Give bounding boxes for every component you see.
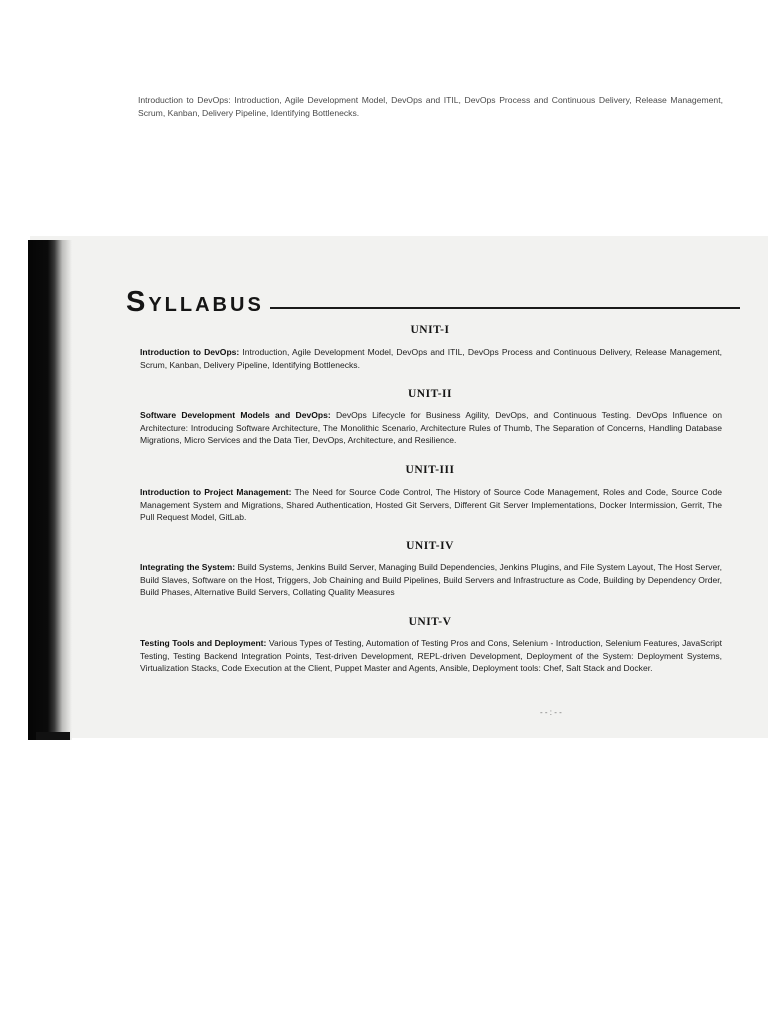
bleed-through-text: Introduction to DevOps: Introduction, Agile Development Model, DevOps and ITIL, DevOps Process and Continuous Delivery, Release Management, Scrum, Kanban, Delivery Pipeline, Identifying Bottlenecks. <box>138 95 723 118</box>
unit-4-body <box>140 561 722 599</box>
page-mark: - - : - - <box>540 708 562 717</box>
unit-3-heading: UNIT-III <box>405 464 455 476</box>
unit-4-heading: UNIT-IV <box>406 540 454 552</box>
unit-2-heading: UNIT-II <box>408 388 452 400</box>
unit-4-text: Build Systems, Jenkins Build Server, Managing Build Dependencies, Jenkins Plugins, and File System Layout, The Host Server, Build Slaves, Software on the Host, Triggers, Job Chaining and Build Pipelines, Build Servers and Infrastructure as Code, Building by Dependency Order, Build Phases, Alternative Build Servers, Collating Quality Measures <box>140 562 723 598</box>
unit-4-lead: Integrating the System: <box>140 562 236 572</box>
unit-3-lead: Introduction to Project Management: <box>140 487 292 497</box>
unit-1-heading: UNIT-I <box>410 324 450 336</box>
book-spine-shadow <box>28 240 72 740</box>
unit-3-text: The Need for Source Code Control, The History of Source Code Management, Roles and Code, Source Code Management System and Migrations, Shared Authentication, Hosted Git Servers, Different Git Server Implementations, Docker Intermission, Gerrit, The Pull Request Model, GitLab. <box>140 487 722 523</box>
unit-5-heading: UNIT-V <box>408 616 452 628</box>
unit-2-text: DevOps Lifecycle for Business Agility, DevOps, and Continuous Testing. DevOps Influence on Architecture: Introducing Software Architecture, The Monolithic Scenario, Architecture Rules of Thumb, The Separation of Concerns, Handling Database Migrations, Micro Services and the Data Tier, DevOps, Architecture, and Resilience. <box>140 410 722 446</box>
unit-1-body <box>140 346 722 371</box>
unit-5-lead: Testing Tools and Deployment: <box>140 638 267 648</box>
unit-1-text: Introduction, Agile Development Model, DevOps and ITIL, DevOps Process and Continuous Delivery, Release Management, Scrum, Kanban, Delivery Pipeline, Identifying Bottlenecks. <box>140 347 722 370</box>
unit-5-text: Various Types of Testing, Automation of Testing Pros and Cons, Selenium - Introduction, Selenium Features, JavaScript Testing, Testing Backend Integration Points, Test-driven Development, REPL-driven Development, Deployment of the System: Deployment Systems, Virtualization Stacks, Code Execution at the Client, Puppet Master and Agents, Ansible, Deployment tools: Chef, Salt Stack and Docker. <box>140 638 722 674</box>
title-underline <box>270 307 740 309</box>
unit-1-lead: Introduction to DevOps: <box>140 347 240 357</box>
unit-3-body <box>140 486 722 524</box>
page-title <box>126 288 264 317</box>
syllabus-title-row <box>126 283 740 317</box>
spine-tab <box>36 732 70 740</box>
unit-2-lead: Software Development Models and DevOps: <box>140 410 331 420</box>
unit-2-body <box>140 409 722 447</box>
title-rest: YLLABUS <box>148 294 264 316</box>
unit-5-body <box>140 637 722 675</box>
title-first-letter: S <box>126 286 149 318</box>
